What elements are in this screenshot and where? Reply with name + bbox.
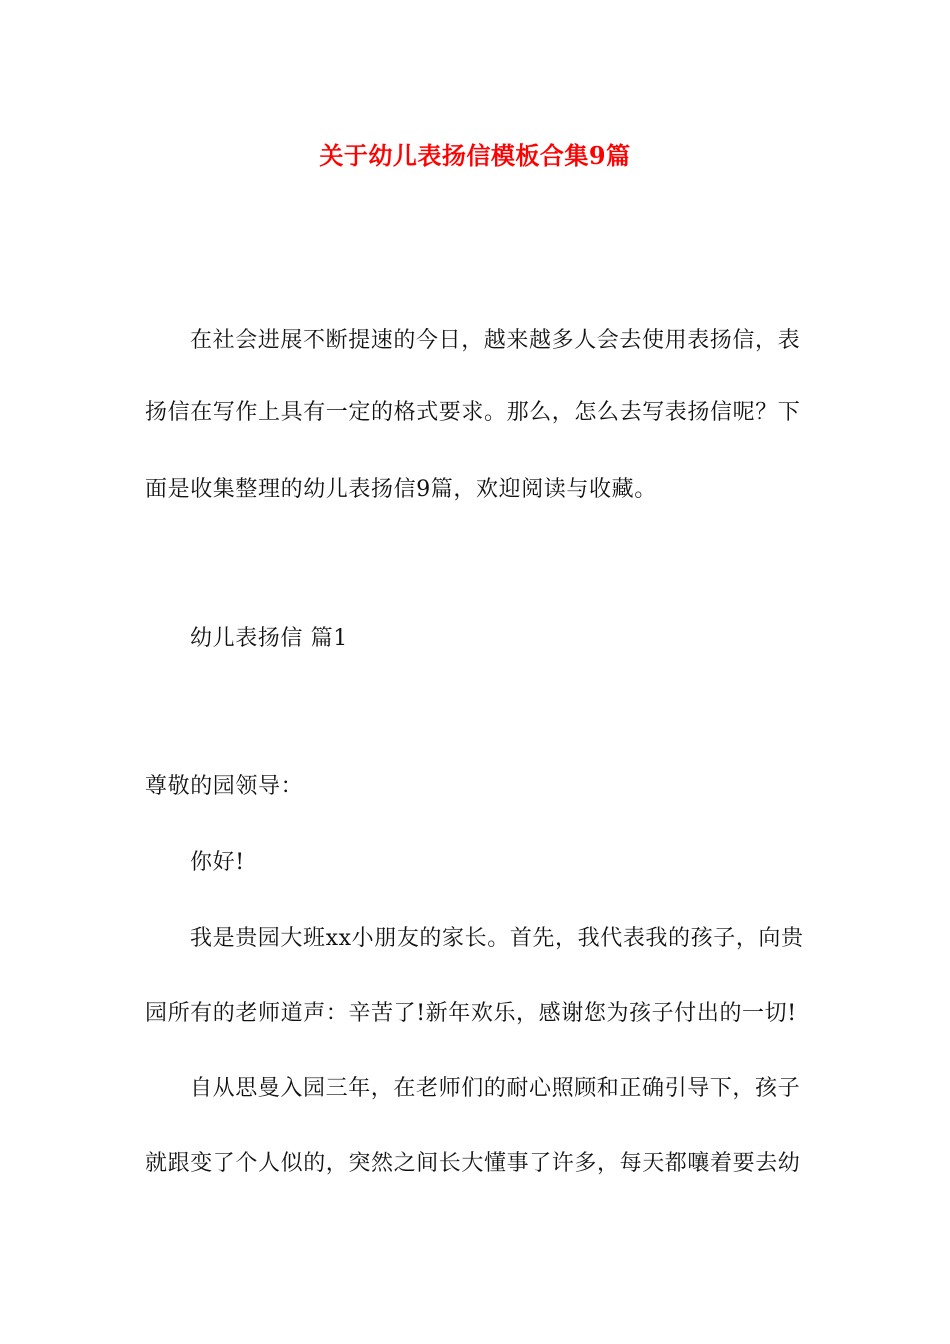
intro-line-1: 在社会进展不断提速的今日，越来越多人会去使用表扬信，表 (190, 328, 801, 353)
body-line-4: 就跟变了个人似的，突然之间长大懂事了许多，每天都嚷着要去幼 (145, 1151, 801, 1176)
salutation: 尊敬的园领导： (145, 774, 304, 799)
body-line-3: 自从思曼入园三年，在老师们的耐心照顾和正确引导下，孩子 (190, 1076, 801, 1101)
body-line-1: 我是贵园大班xx小朋友的家长。首先，我代表我的孩子，向贵 (190, 926, 804, 951)
greeting: 你好! (190, 850, 245, 875)
document-title: 关于幼儿表扬信模板合集9篇 (319, 141, 631, 170)
body-line-2: 园所有的老师道声：辛苦了!新年欢乐，感谢您为孩子付出的一切! (145, 1001, 797, 1026)
intro-line-2: 扬信在写作上具有一定的格式要求。那么，怎么去写表扬信呢？下 (145, 400, 801, 425)
intro-line-3: 面是收集整理的幼儿表扬信9篇，欢迎阅读与收藏。 (145, 477, 657, 502)
section-heading: 幼儿表扬信 篇1 (190, 626, 348, 651)
